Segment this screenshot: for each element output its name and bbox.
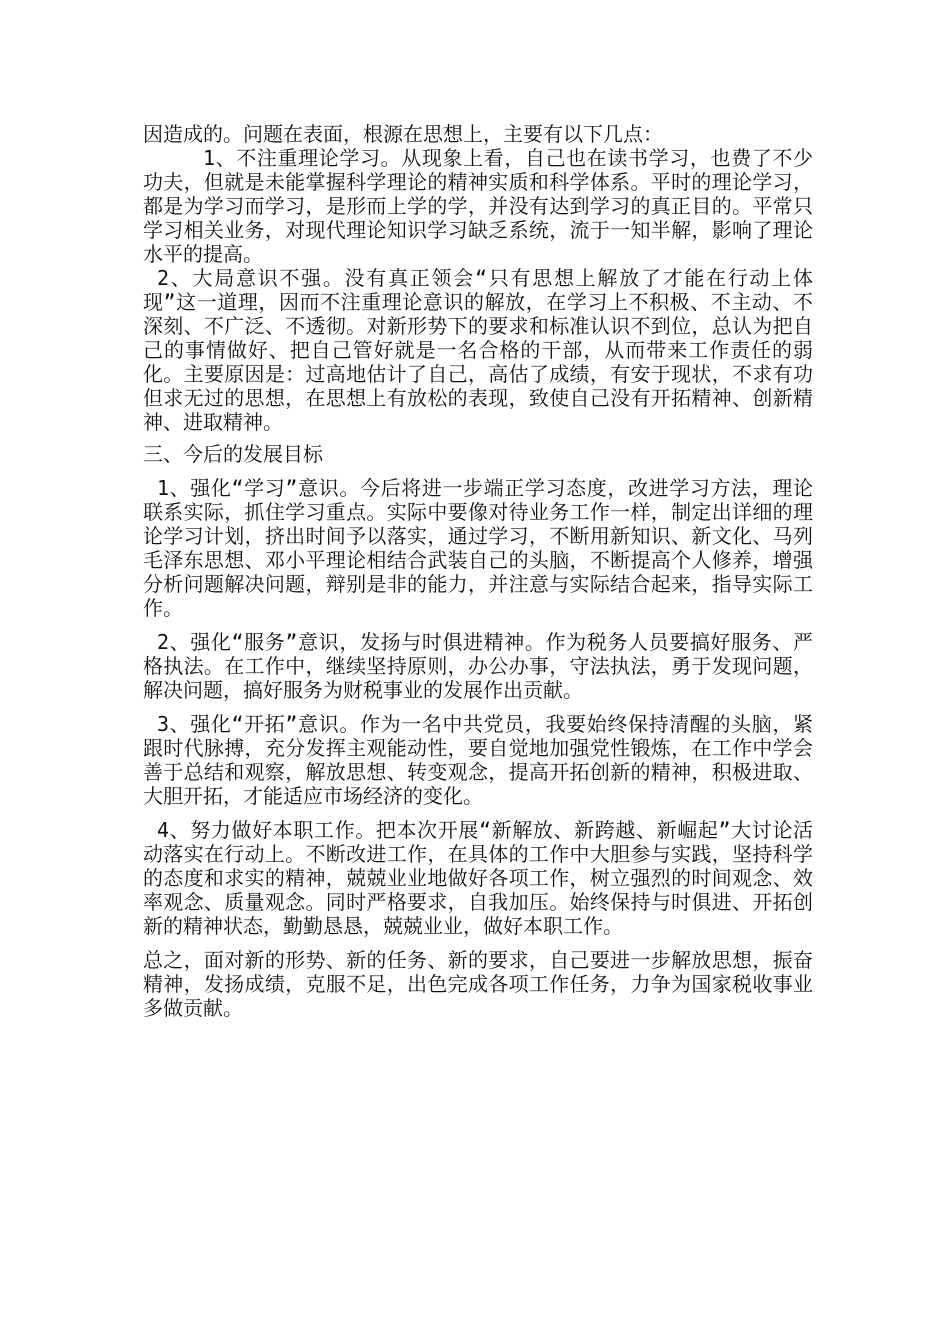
paragraph-goal-3: 3、强化“开拓”意识。作为一名中共党员，我要始终保持清醒的头脑，紧跟时代脉搏，充分发挥主观能动性，要自觉地加强党性锻炼，在工作中学会善于总结和观察，解放思想、转变观念，提高开拓创新的精神，积极进取、大胆开拓，才能适应市场经济的变化。 — [143, 712, 813, 808]
paragraph-goal-1: 1、强化“学习”意识。今后将进一步端正学习态度，改进学习方法，理论联系实际，抓住学习重点。实际中要像对待业务工作一样，制定出详细的理论学习计划，挤出时间予以落实，通过学习，不断用新知识、新文化、马列毛泽东思想、邓小平理论相结合武装自己的头脑，不断提高个人修养，增强分析问题解决问题，辩别是非的能力，并注意与实际结合起来，指导实际工作。 — [143, 476, 813, 620]
paragraph-intro: 因造成的。问题在表面，根源在思想上，主要有以下几点： — [143, 122, 663, 146]
paragraph-point-2: 2、大局意识不强。没有真正领会“只有思想上解放了才能在行动上体现”这一道理，因而不注重理论意识的解放，在学习上不积极、不主动、不深刻、不广泛、不透彻。对新形势下的要求和标准认识不到位，总认为把自己的事情做好、把自己管好就是一名合格的干部，从而带来工作责任的弱化。主要原因是：过高地估计了自己，高估了成绩，有安于现状，不求有功但求无过的思想，在思想上有放松的表现，致使自己没有开拓精神、创新精神、进取精神。 — [143, 266, 813, 434]
paragraph-point-1: 1、不注重理论学习。从现象上看，自己也在读书学习，也费了不少功夫，但就是未能掌握科学理论的精神实质和科学体系。平时的理论学习，都是为学习而学习，是形而上学的学，并没有达到学习的真正目的。平常只学习相关业务，对现代理论知识学习缺乏系统，流于一知半解，影响了理论水平的提高。 — [143, 146, 813, 266]
document-body — [143, 122, 813, 1020]
paragraph-goal-2: 2、强化“服务”意识，发扬与时俱进精神。作为税务人员要搞好服务、严格执法。在工作中，继续坚持原则，办公办事，守法执法，勇于发现问题，解决问题，搞好服务为财税事业的发展作出贡献。 — [143, 630, 813, 702]
section-heading: 三、今后的发展目标 — [143, 442, 323, 466]
paragraph-goal-4: 4、努力做好本职工作。把本次开展“新解放、新跨越、新崛起”大讨论活动落实在行动上。不断改进工作，在具体的工作中大胆参与实践，坚持科学的态度和求实的精神，兢兢业业地做好各项工作，树立强烈的时间观念、效率观念、质量观念。同时严格要求，自我加压。始终保持与时俱进、开拓创新的精神状态，勤勤恳恳，兢兢业业，做好本职工作。 — [143, 818, 813, 938]
paragraph-conclusion: 总之，面对新的形势、新的任务、新的要求，自己要进一步解放思想，振奋精神，发扬成绩，克服不足，出色完成各项工作任务，力争为国家税收事业多做贡献。 — [143, 948, 813, 1020]
